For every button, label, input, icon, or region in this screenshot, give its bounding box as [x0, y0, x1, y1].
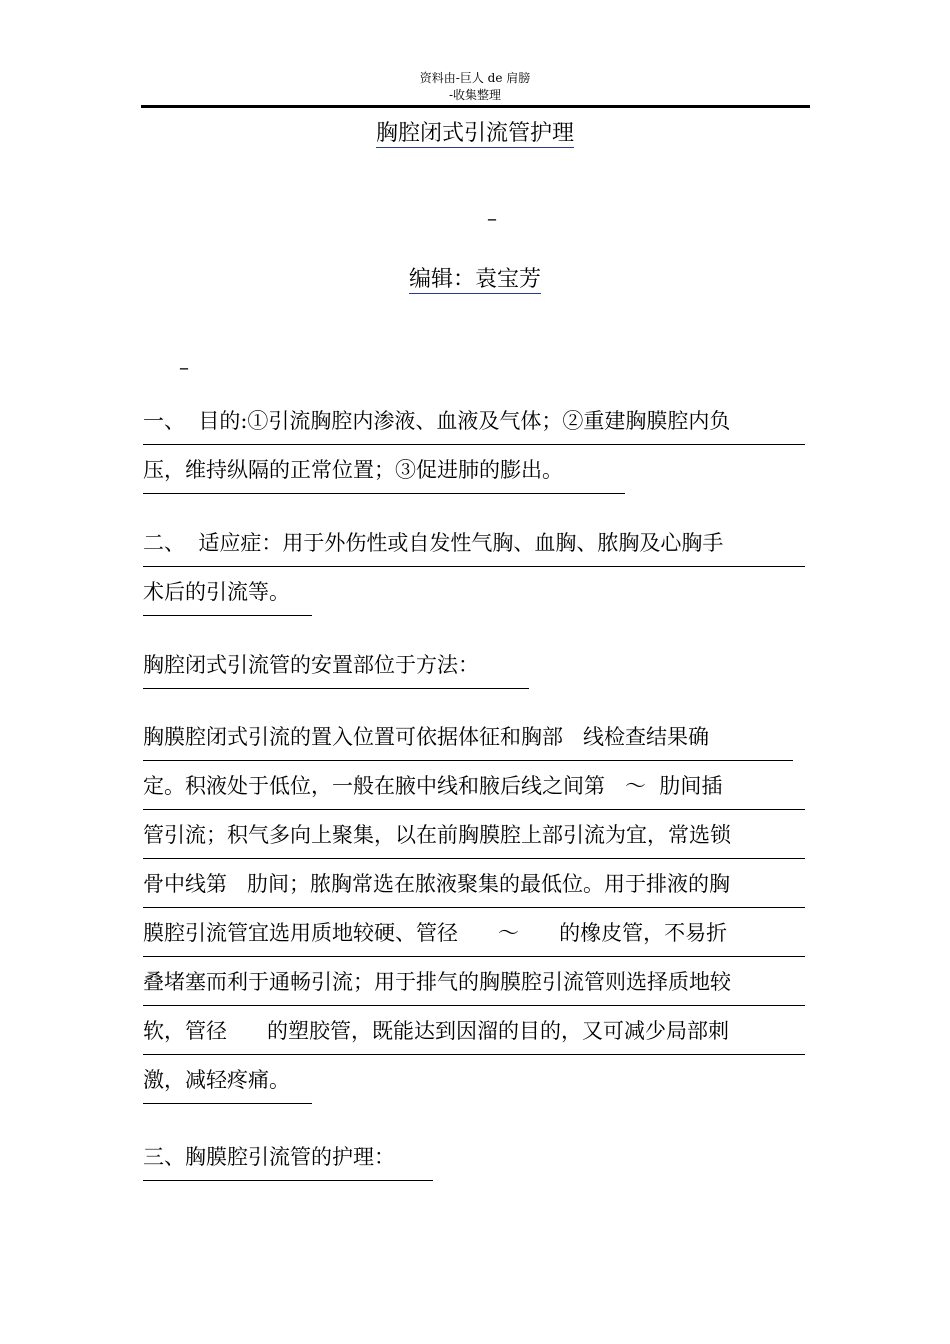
line-text: 叠堵塞而利于通畅引流；用于排气的胸膜腔引流管则选择质地较: [143, 970, 731, 994]
editor-text: 编辑：袁宝芳: [408, 267, 541, 292]
text-line: [143, 571, 807, 620]
line-text: 术后的引流等。: [143, 580, 290, 604]
text-line: [143, 522, 807, 571]
line-text: 压，维持纵隔的正常位置；③促进肺的膨出。: [143, 458, 563, 482]
line-underline: [143, 858, 805, 860]
header-source-line-2: -收集整理: [448, 88, 502, 102]
line-underline: [143, 444, 805, 446]
editor-line: [0, 264, 950, 296]
text-line: [143, 912, 807, 961]
line-text: 管引流；积气多向上聚集，以在前胸膜腔上部引流为宜，常选锁: [143, 823, 731, 847]
line-text: 激，减轻疼痛。: [143, 1068, 290, 1092]
header-source: [0, 70, 950, 104]
line-underline: [143, 809, 805, 811]
line-text: 二、 适应症：用于外伤性或自发性气胸、血胸、脓胸及心胸手: [143, 531, 724, 555]
section-purpose: [143, 400, 807, 498]
line-underline: [143, 907, 805, 909]
text-line: [143, 644, 807, 693]
text-line: [143, 1059, 807, 1108]
text-line: [143, 716, 807, 765]
text-line: [143, 814, 807, 863]
text-line: [143, 863, 807, 912]
document-title-text: 胸腔闭式引流管护理: [375, 121, 574, 146]
text-line: [143, 1010, 807, 1059]
section-placement-body: [143, 716, 807, 1108]
line-text: 一、 目的:①引流胸腔内渗液、血液及气体；②重建胸膜腔内负: [143, 409, 731, 433]
section-placement-heading: [143, 644, 807, 693]
line-underline: [143, 615, 312, 617]
line-underline: [143, 1005, 805, 1007]
text-line: [143, 765, 807, 814]
line-underline: [143, 566, 805, 568]
line-underline: [143, 1103, 312, 1105]
line-underline: [143, 493, 625, 495]
separator-dash: –: [179, 355, 189, 379]
line-text: 软，管径 的塑胶管，既能达到因溜的目的，又可减少局部刺: [143, 1019, 730, 1043]
line-underline: [143, 688, 529, 690]
section-indications: [143, 522, 807, 620]
line-text: 定。积液处于低位，一般在腋中线和腋后线之间第 ～ 肋间插: [143, 774, 723, 798]
header-source-line-1: 资料由-巨人 de 肩膀: [419, 71, 531, 85]
text-line: [143, 400, 807, 449]
text-line: [143, 961, 807, 1010]
line-underline: [143, 760, 793, 762]
text-line: [143, 1136, 807, 1185]
line-text: 膜腔引流管宜选用质地较硬、管径 ～ 的橡皮管，不易折: [143, 921, 728, 945]
line-text: 胸腔闭式引流管的安置部位于方法：: [143, 653, 479, 677]
separator-dash: –: [487, 206, 497, 230]
document-title: [0, 118, 950, 150]
line-underline: [143, 956, 805, 958]
text-line: [143, 449, 807, 498]
header-rule: [141, 105, 810, 108]
line-underline: [143, 1180, 433, 1182]
section-nursing-heading: [143, 1136, 807, 1185]
line-underline: [143, 1054, 805, 1056]
line-text: 骨中线第 肋间；脓胸常选在脓液聚集的最低位。用于排液的胸: [143, 872, 731, 896]
line-text: 胸膜腔闭式引流的置入位置可依据体征和胸部 线检查结果确: [143, 725, 710, 749]
line-text: 三、胸膜腔引流管的护理：: [143, 1145, 395, 1169]
